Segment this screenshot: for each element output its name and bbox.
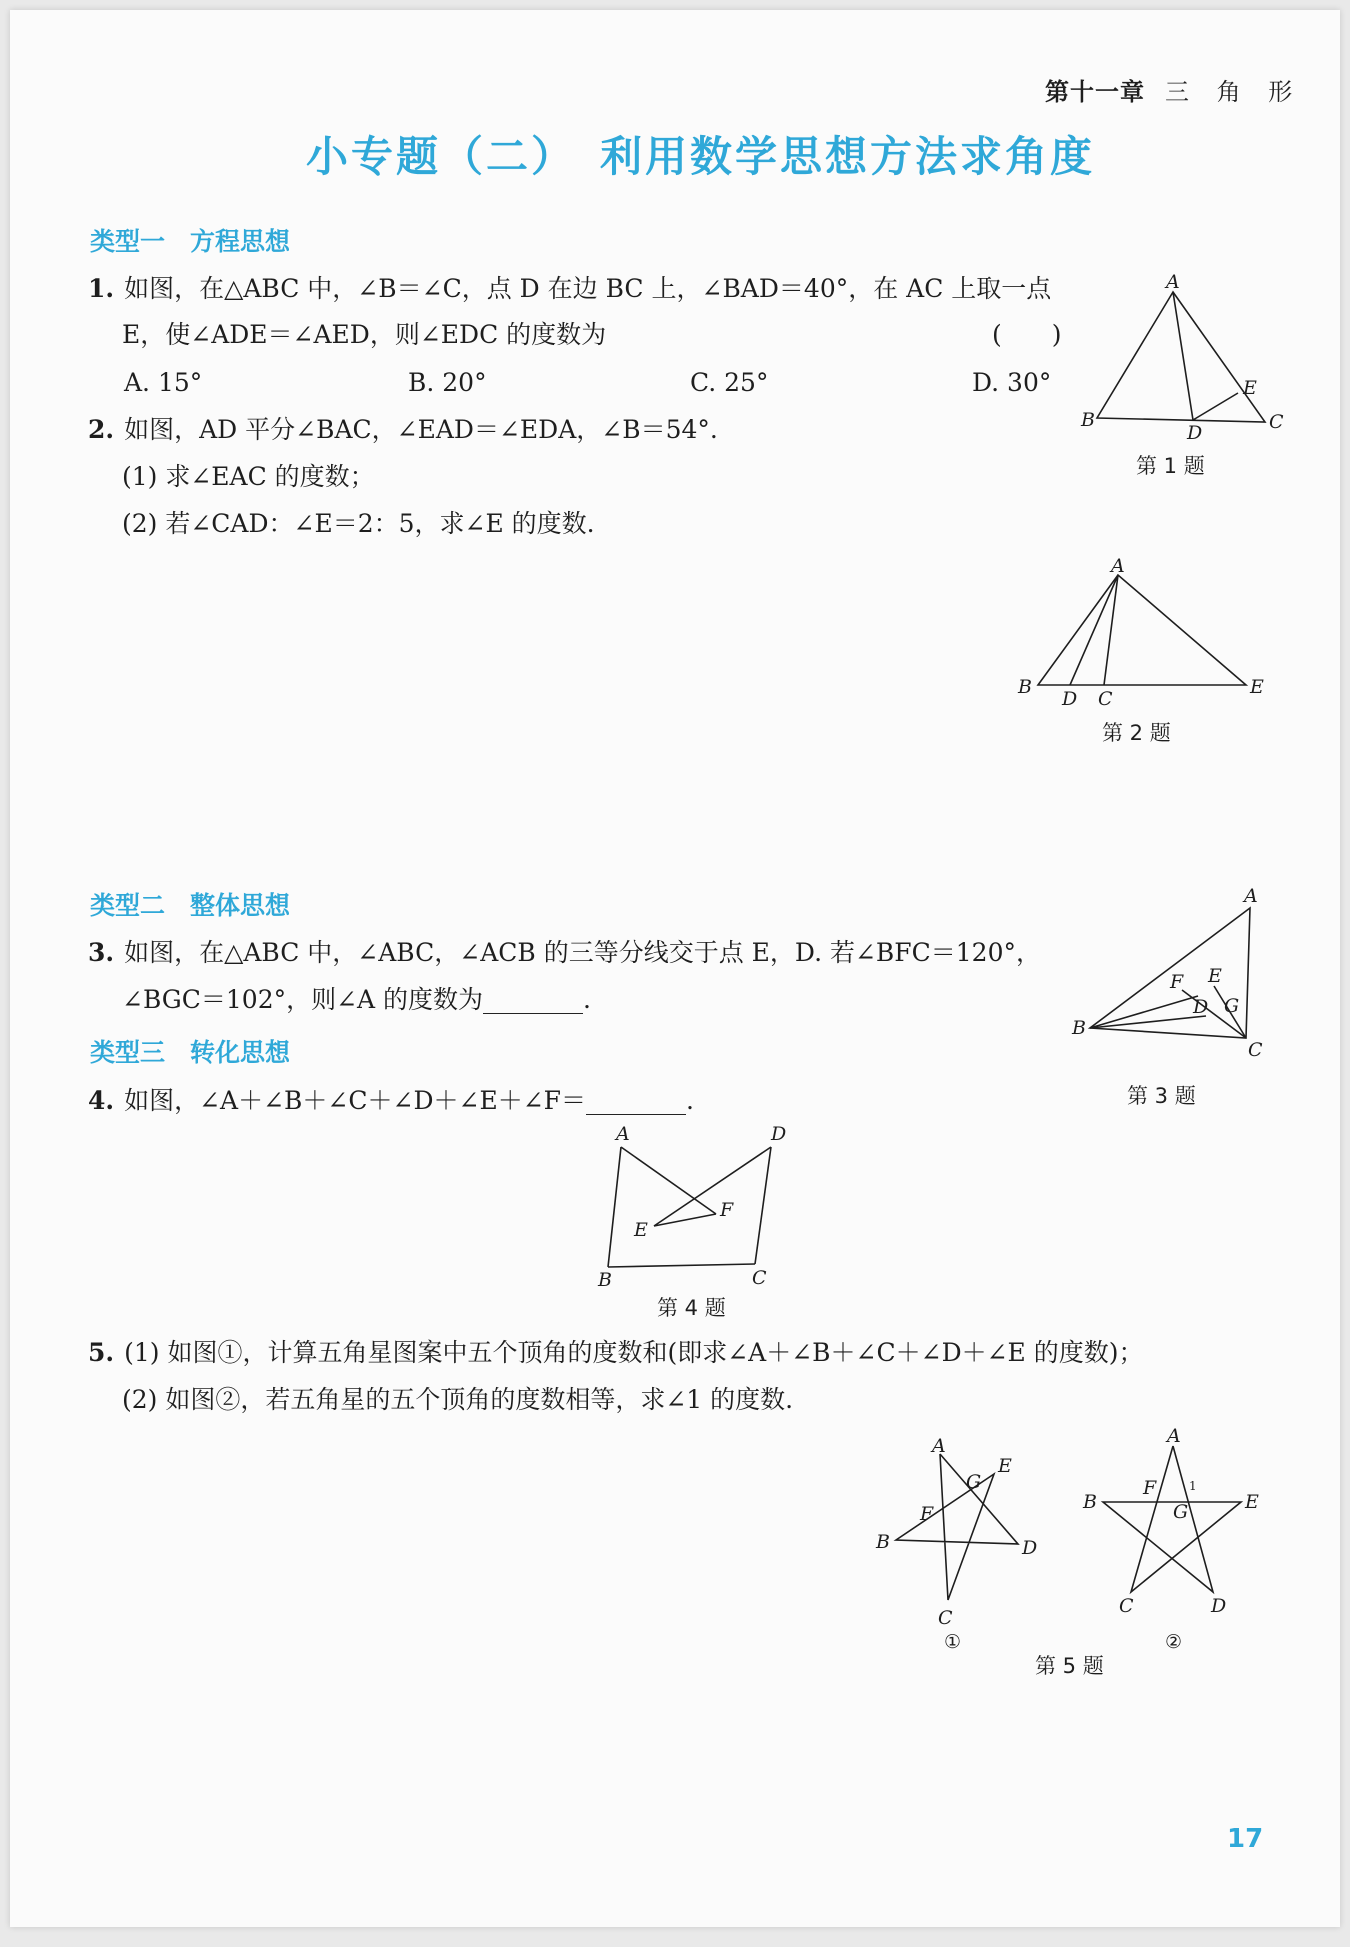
question-3-line-1 — [88, 938, 1041, 968]
question-1-line-1 — [88, 274, 1051, 304]
label-a: A — [616, 1123, 630, 1145]
label-d: D — [771, 1123, 787, 1145]
figure-2-caption: 第 2 题 — [1102, 721, 1171, 745]
label-e: E — [634, 1219, 648, 1241]
label-d: D — [1193, 996, 1209, 1018]
chapter-title: 三 角 形 — [1165, 78, 1303, 106]
page — [10, 10, 1340, 1927]
label-sub-1: ① — [944, 1631, 962, 1653]
label-a: A — [932, 1435, 946, 1457]
page-title: 小专题（二） 利用数学思想方法求角度 — [306, 132, 1096, 181]
question-text: 如图，∠A＋∠B＋∠C＋∠D＋∠E＋∠F＝________. — [124, 1086, 694, 1115]
label-b: B — [598, 1269, 612, 1291]
figure-5-1 — [870, 1430, 1070, 1653]
label-g: G — [1173, 1501, 1189, 1523]
figure-1-caption: 第 1 题 — [1136, 454, 1205, 478]
triangle-abe — [1038, 575, 1246, 685]
star-2 — [1103, 1446, 1241, 1592]
label-d: D — [1211, 1595, 1227, 1617]
label-c: C — [1248, 1039, 1263, 1061]
question-text: (1) 如图①，计算五角星图案中五个顶角的度数和(即求∠A＋∠B＋∠C＋∠D＋∠E 的度数)； — [124, 1338, 1144, 1367]
label-c: C — [1119, 1595, 1134, 1617]
label-b: B — [1081, 409, 1095, 431]
label-g: G — [966, 1471, 982, 1493]
label-c: C — [1098, 688, 1113, 710]
page-number: 17 — [1227, 1824, 1264, 1854]
label-a: A — [1244, 885, 1258, 907]
label-c: C — [938, 1607, 953, 1629]
question-1-line-2: E，使∠ADE＝∠AED，则∠EDC 的度数为 — [122, 320, 607, 349]
question-text: 如图，AD 平分∠BAC，∠EAD＝∠EDA，∠B＝54°. — [124, 415, 718, 444]
figure-4-caption: 第 4 题 — [657, 1296, 726, 1320]
question-4-line-1 — [88, 1086, 694, 1116]
figure-2 — [1010, 555, 1280, 710]
question-text: 如图，在△ABC 中，∠ABC，∠ACB 的三等分线交于点 E，D. 若∠BFC＝120°， — [124, 938, 1041, 967]
label-c: C — [752, 1267, 767, 1289]
label-c: C — [1269, 411, 1284, 433]
figure-3 — [1068, 878, 1280, 1063]
question-2-line-1 — [88, 415, 718, 445]
label-d: D — [1187, 422, 1203, 444]
figure-4 — [588, 1120, 798, 1290]
answer-bracket: ( ) — [992, 320, 1062, 349]
segment-ad — [1173, 292, 1193, 420]
section-heading-2: 类型二 整体思想 — [90, 891, 291, 920]
question-3-line-2: ∠BGC＝102°，则∠A 的度数为________. — [122, 985, 591, 1014]
figure-3-caption: 第 3 题 — [1127, 1084, 1196, 1108]
label-f: F — [1170, 971, 1184, 993]
question-number: 5. — [88, 1338, 115, 1367]
segment-de — [1193, 393, 1238, 420]
question-5-line-1 — [88, 1338, 1144, 1368]
label-d: D — [1062, 688, 1078, 710]
label-b: B — [1018, 676, 1032, 698]
trisector-b2 — [1090, 1016, 1206, 1028]
label-e: E — [1243, 377, 1257, 399]
question-5-part-2: (2) 如图②，若五角星的五个顶角的度数相等，求∠1 的度数. — [122, 1385, 794, 1414]
question-number: 4. — [88, 1086, 115, 1115]
label-sub-2: ② — [1165, 1631, 1183, 1653]
section-heading-3: 类型三 转化思想 — [90, 1038, 291, 1067]
option-b: B. 20° — [408, 368, 487, 397]
label-angle-1: 1 — [1189, 1479, 1197, 1493]
label-e: E — [1208, 965, 1222, 987]
question-2-part-2: (2) 若∠CAD：∠E＝2：5，求∠E 的度数. — [122, 509, 595, 538]
question-2-part-1: (1) 求∠EAC 的度数； — [122, 462, 375, 491]
chapter-number: 第十一章 — [1045, 78, 1145, 106]
label-f: F — [1143, 1477, 1157, 1499]
label-b: B — [1083, 1491, 1097, 1513]
question-number: 3. — [88, 938, 115, 967]
section-heading-1: 类型一 方程思想 — [90, 227, 291, 256]
label-a: A — [1111, 555, 1125, 577]
label-g: G — [1224, 995, 1240, 1017]
segment-cd — [755, 1147, 771, 1264]
option-a: A. 15° — [124, 368, 203, 397]
option-d: D. 30° — [972, 368, 1052, 397]
figure-1 — [1075, 270, 1285, 444]
label-e: E — [1245, 1491, 1259, 1513]
option-c: C. 25° — [690, 368, 769, 397]
question-text: 如图，在△ABC 中，∠B＝∠C，点 D 在边 BC 上，∠BAD＝40°，在 AC 上取一点 — [124, 274, 1052, 303]
label-d: D — [1022, 1537, 1038, 1559]
triangle-abc — [1097, 292, 1265, 422]
segment-bc — [608, 1264, 755, 1267]
figure-5-caption: 第 5 题 — [1035, 1654, 1104, 1678]
label-a: A — [1166, 271, 1180, 293]
label-b: B — [876, 1531, 890, 1553]
label-e: E — [998, 1455, 1012, 1477]
label-a: A — [1167, 1425, 1181, 1447]
question-number: 1. — [88, 274, 115, 303]
segment-af — [621, 1147, 716, 1214]
question-number: 2. — [88, 415, 115, 444]
segment-ab — [608, 1147, 621, 1267]
label-b: B — [1072, 1017, 1086, 1039]
label-e: E — [1250, 676, 1264, 698]
chapter-header — [1045, 72, 1302, 107]
label-f: F — [920, 1503, 934, 1525]
label-f: F — [720, 1199, 734, 1221]
figure-5-2 — [1073, 1422, 1283, 1653]
